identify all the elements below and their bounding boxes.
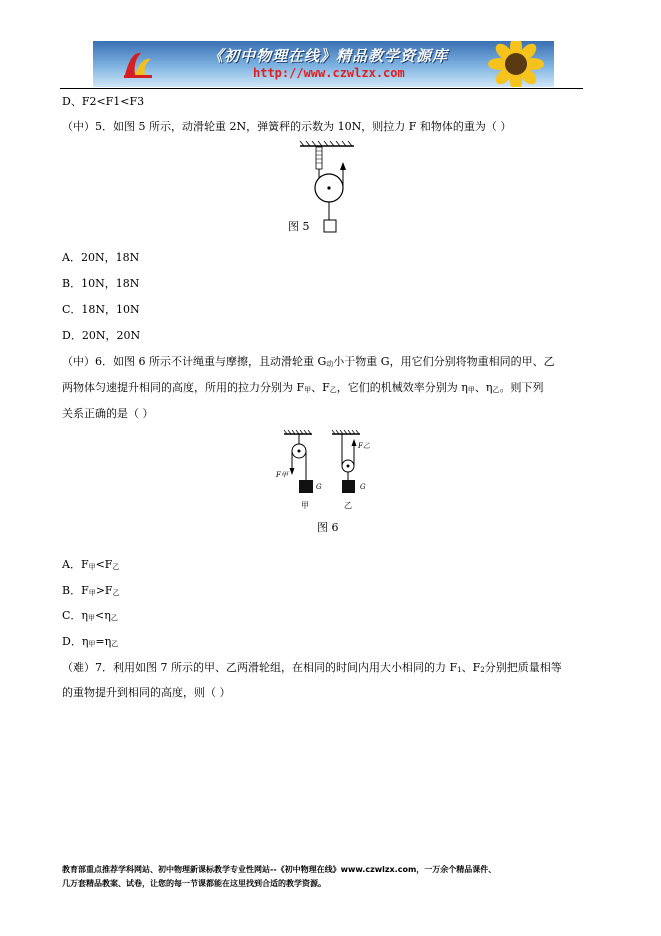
label-g-right: G: [360, 483, 366, 491]
banner-title: 《初中物理在线》精品教学资源库: [208, 47, 449, 65]
q5-option-d: D．20N，20N: [62, 329, 141, 342]
banner-url[interactable]: http://www.czwlzx.com: [253, 66, 405, 80]
label-f-left: F甲: [276, 471, 288, 479]
figure-6-diagram: [270, 428, 380, 514]
prev-option-d: D、F2<F1<F3: [62, 95, 145, 108]
q5-option-a: A．20N，18N: [62, 251, 140, 264]
q5-option-c: C．18N，10N: [62, 303, 140, 316]
q6-option-c: C．η甲<η乙: [62, 609, 118, 622]
q6-option-a: A．F甲<F乙: [62, 558, 120, 571]
q6-text-line-3: 关系正确的是（ ）: [62, 407, 154, 420]
q6-option-b: B．F甲>F乙: [62, 584, 120, 597]
footer-line-1: 教育部重点推荐学科网站、初中物理新课标教学专业性网站--《初中物理在线》www.czwlzx.com，一万余个精品课件、: [62, 865, 497, 874]
q7-text-line-1: （难）7．利用如图 7 所示的甲、乙两滑轮组，在相同的时间内用大小相同的力 F1、F2分别把质量相等: [62, 661, 562, 674]
header-banner: [93, 41, 554, 87]
figure-5-caption: 图 5: [288, 220, 310, 233]
q7-text-line-2: 的重物提升到相同的高度，则（ ）: [62, 686, 231, 699]
footer-line-2: 几万套精品教案、试卷，让您的每一节课都能在这里找到合适的教学资源。: [62, 879, 326, 888]
sunflower-icon: [484, 41, 548, 87]
label-g-left: G: [316, 483, 322, 491]
q6-option-d: D．η甲=η乙: [62, 635, 119, 648]
site-logo-icon: [121, 47, 155, 81]
q6-text-line-1: （中）6．如图 6 所示不计绳重与摩擦，且动滑轮重 G动小于物重 G，用它们分别将物重相同的甲、乙: [62, 355, 555, 368]
q5-text: （中）5．如图 5 所示，动滑轮重 2N，弹簧秤的示数为 10N，则拉力 F 和物体的重为（ ）: [62, 120, 512, 133]
label-f-right: F乙: [358, 442, 370, 450]
q5-option-b: B．10N，18N: [62, 277, 140, 290]
label-yi: 乙: [344, 501, 352, 510]
header-rule: [60, 88, 583, 89]
figure-6-caption: 图 6: [317, 521, 339, 534]
label-jia: 甲: [301, 501, 309, 510]
q6-text-line-2: 两物体匀速提升相同的高度，所用的拉力分别为 F甲、F乙，它们的机械效率分别为 η甲、η乙。则下列: [62, 381, 544, 394]
